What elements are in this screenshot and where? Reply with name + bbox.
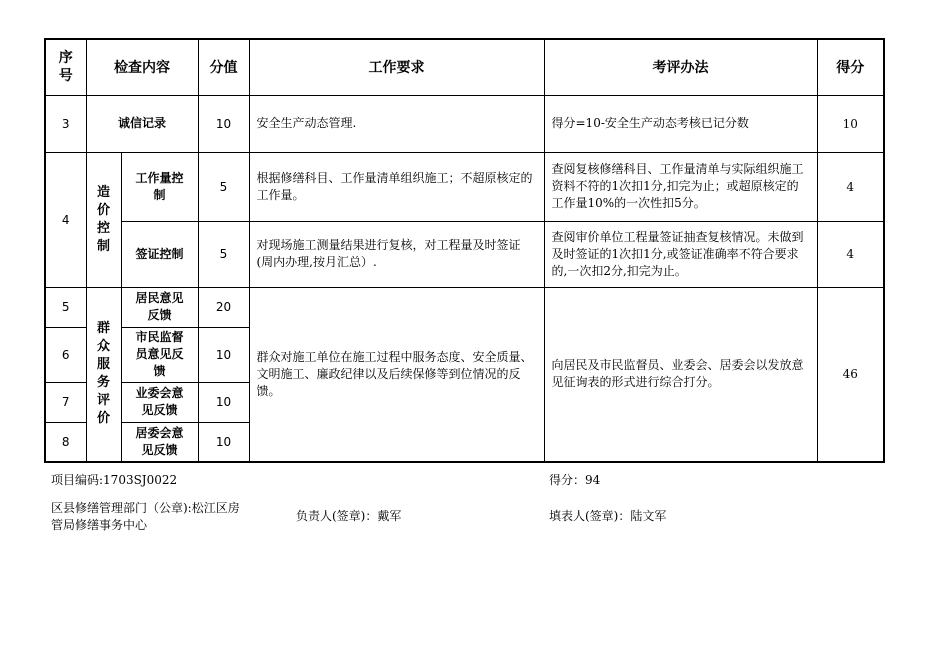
row-method: 得分=10-安全生产动态考核已记分数: [544, 95, 817, 152]
row-score: 4: [817, 152, 884, 221]
row-score: 46: [817, 287, 884, 462]
evaluation-table: [44, 38, 885, 463]
row-points: 10: [198, 422, 249, 462]
project-code: 项目编码:1703SJ0022: [51, 473, 178, 487]
row-seq: 5: [45, 287, 86, 327]
header-points: 分值: [198, 39, 249, 95]
sub-item: 居民意见反馈: [121, 287, 198, 327]
group-label: 造价控制: [86, 152, 121, 287]
table-row: [45, 152, 884, 221]
row-score: 10: [817, 95, 884, 152]
sub-item: 工作量控制: [121, 152, 198, 221]
row-method: 查阅审价单位工程量签证抽查复核情况。未做到及时签证的1次扣1分,或签证准确率不符合要求的,一次扣2分,扣完为止。: [544, 221, 817, 287]
row-points: 5: [198, 221, 249, 287]
row-points: 20: [198, 287, 249, 327]
sub-item: 签证控制: [121, 221, 198, 287]
row-content: 诚信记录: [86, 95, 198, 152]
sub-item: 业委会意见反馈: [121, 382, 198, 422]
row-requirement: 对现场施工测量结果进行复核，对工程量及时签证(周内办理,按月汇总）.: [249, 221, 544, 287]
row-requirement: 群众对施工单位在施工过程中服务态度、安全质量、文明施工、廉政纪律以及后续保修等到位情况的反馈。: [249, 287, 544, 462]
row-points: 10: [198, 327, 249, 382]
header-row: [45, 39, 884, 95]
row-requirement: 安全生产动态管理.: [249, 95, 544, 152]
header-content: 检查内容: [86, 39, 198, 95]
table-row: [45, 287, 884, 327]
header-method: 考评办法: [544, 39, 817, 95]
row-seq: 6: [45, 327, 86, 382]
row-points: 5: [198, 152, 249, 221]
sub-item: 市民监督员意见反馈: [121, 327, 198, 382]
row-seq: 4: [45, 152, 86, 287]
group-label: 群众服务评价: [86, 287, 121, 462]
row-points: 10: [198, 95, 249, 152]
table-row: [45, 95, 884, 152]
total-score: 得分：94: [549, 473, 601, 487]
responsible-signature: 负责人(签章)：戴军: [296, 509, 402, 523]
row-seq: 3: [45, 95, 86, 152]
evaluation-sheet: [44, 38, 883, 463]
department-seal: 区县修缮管理部门（公章):松江区房管局修缮事务中心: [51, 501, 240, 532]
header-requirement: 工作要求: [249, 39, 544, 95]
header-score: 得分: [817, 39, 884, 95]
row-seq: 8: [45, 422, 86, 462]
sub-item: 居委会意见反馈: [121, 422, 198, 462]
row-requirement: 根据修缮科目、工作量清单组织施工；不超原核定的工作量。: [249, 152, 544, 221]
row-seq: 7: [45, 382, 86, 422]
row-method: 向居民及市民监督员、业委会、居委会以发放意见征询表的形式进行综合打分。: [544, 287, 817, 462]
table-row: [45, 221, 884, 287]
filler-signature: 填表人(签章)：陆文军: [549, 509, 667, 523]
header-seq: 序号: [45, 39, 86, 95]
row-points: 10: [198, 382, 249, 422]
row-method: 查阅复核修缮科目、工作量清单与实际组织施工资料不符的1次扣1分,扣完为止；或超原核定的工作量10%的一次性扣5分。: [544, 152, 817, 221]
row-score: 4: [817, 221, 884, 287]
